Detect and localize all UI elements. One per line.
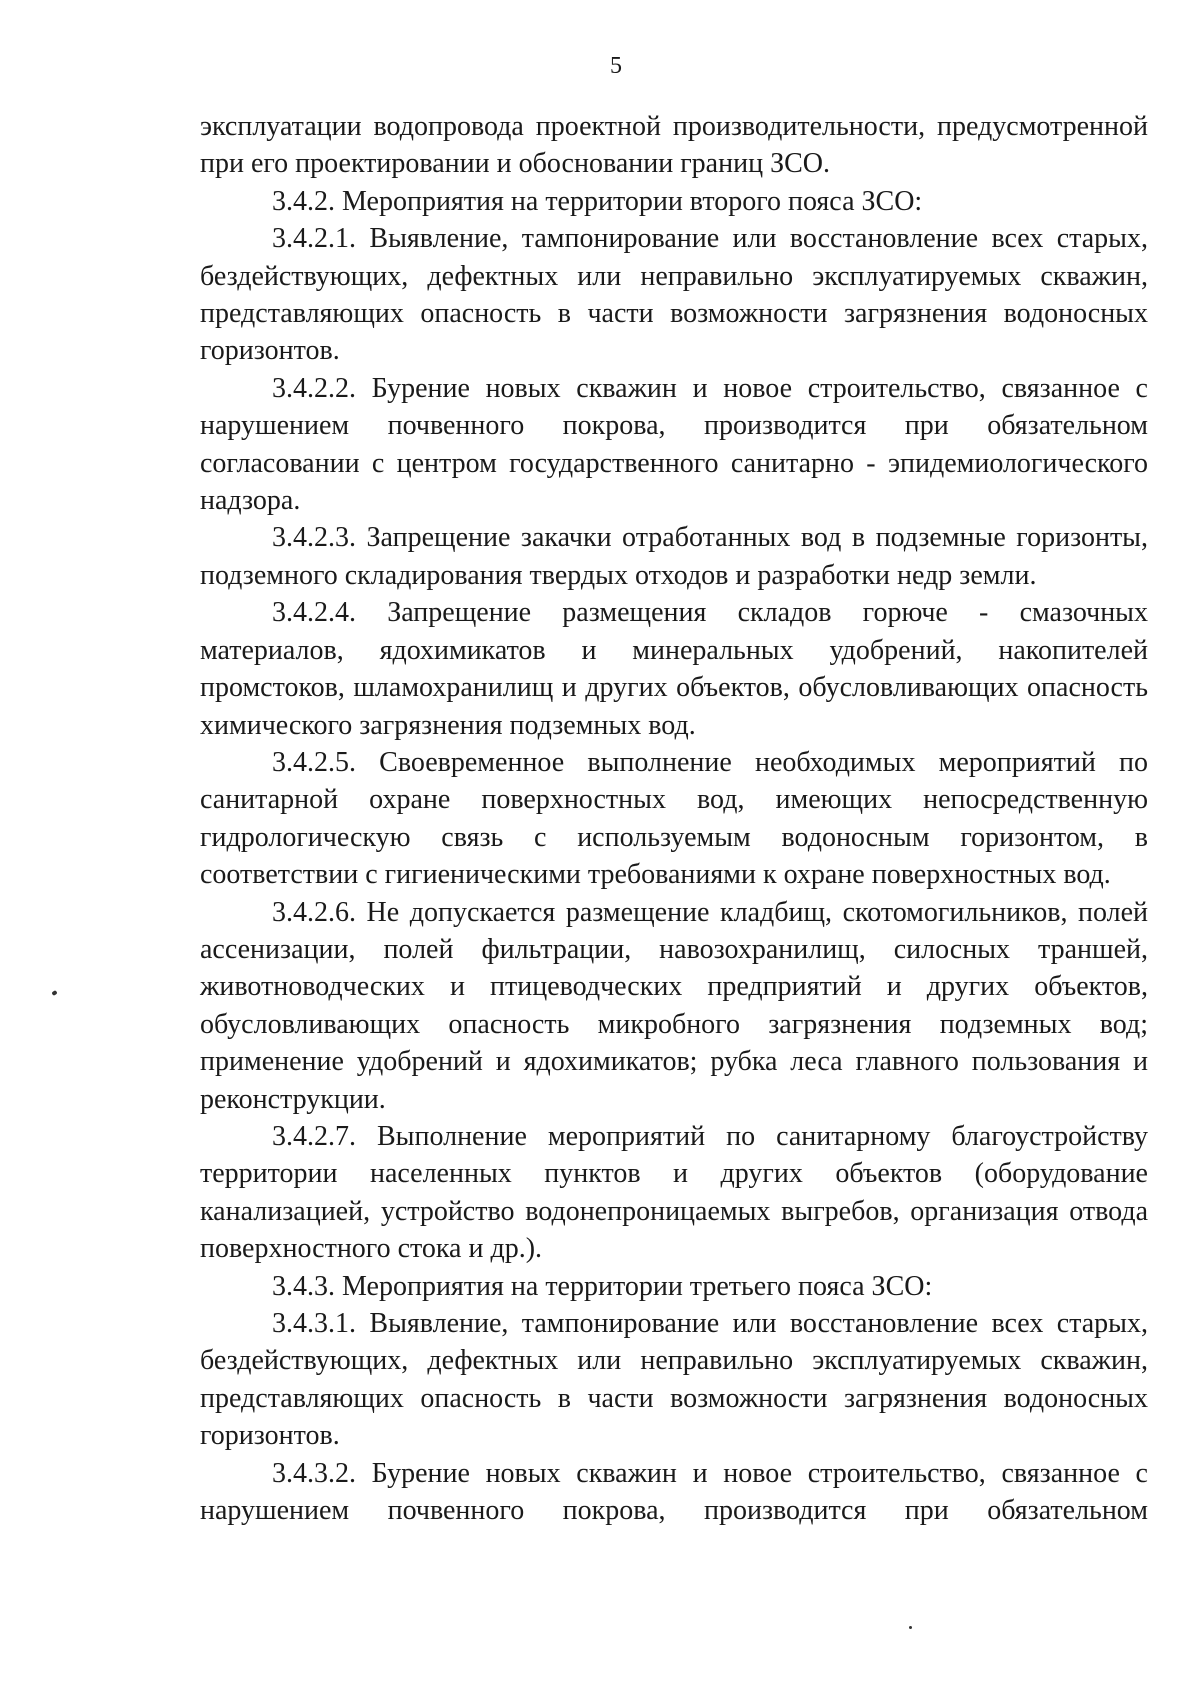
paragraph: 3.4.2.4. Запрещение размещения складов горюче - смазочных материалов, ядохимикатов и минеральных удобрений, накопителей промстоков, шламохранилищ и других объектов, обусловливающих опасность химического загрязнения подземных вод. (200, 597, 1148, 741)
paragraph: 3.4.2.6. Не допускается размещение кладбищ, скотомогильников, полей ассенизации, полей фильтрации, навозохранилищ, силосных траншей, животноводческих и птицеводческих предприятий и других объектов, обусловливающих опасность микробного загрязнения подземных вод; применение удобрений и ядохимикатов; рубка леса главного пользования и реконструкции. (200, 896, 1148, 1115)
paragraph: 3.4.2.2. Бурение новых скважин и новое строительство, связанное с нарушением почвенного покрова, производится при обязательном согласовании с центром государственного санитарно - эпидемиологического надзора. (200, 372, 1148, 517)
paragraph: 3.4.2.7. Выполнение мероприятий по санитарному благоустройству территории населенных пунктов и других объектов (оборудование канализацией, устройство водонепроницаемых выгребов, организация отвода поверхностного стока и др.). (200, 1120, 1148, 1265)
section-heading: 3.4.3. Мероприятия на территории третьего пояса ЗСО: (272, 1270, 933, 1302)
paragraph: 3.4.2.3. Запрещение закачки отработанных вод в подземные горизонты, подземного складирования твердых отходов и разработки недр земли. (200, 522, 1148, 591)
paragraph: 3.4.3.2. Бурение новых скважин и новое строительство, связанное с нарушением почвенного покрова, производится при обязательном (200, 1457, 1148, 1527)
page-number: 5 (610, 53, 622, 79)
scan-speck (909, 1626, 912, 1629)
paragraph: 3.4.2.5. Своевременное выполнение необходимых мероприятий по санитарной охране поверхностных вод, имеющих непосредственную гидрологическую связь с используемым водоносным горизонтом, в соответствии с гигиеническими требованиями к охране поверхностных вод. (200, 746, 1148, 891)
scan-speck (51, 990, 57, 996)
document-body (200, 108, 1148, 1529)
paragraph: 3.4.2.1. Выявление, тампонирование или восстановление всех старых, бездействующих, дефектных или неправильно эксплуатируемых скважин, представляющих опасность в части возможности загрязнения водоносных горизонтов. (200, 223, 1148, 367)
paragraph: 3.4.3.1. Выявление, тампонирование или восстановление всех старых, бездействующих, дефектных или неправильно эксплуатируемых скважин, представляющих опасность в части возможности загрязнения водоносных горизонтов. (200, 1308, 1148, 1452)
paragraph: эксплуатации водопровода проектной производительности, предусмотренной при его проектировании и обосновании границ ЗСО. (200, 111, 1148, 180)
paragraph: 3.4.2. Мероприятия на территории второго пояса ЗСО: (272, 185, 923, 217)
